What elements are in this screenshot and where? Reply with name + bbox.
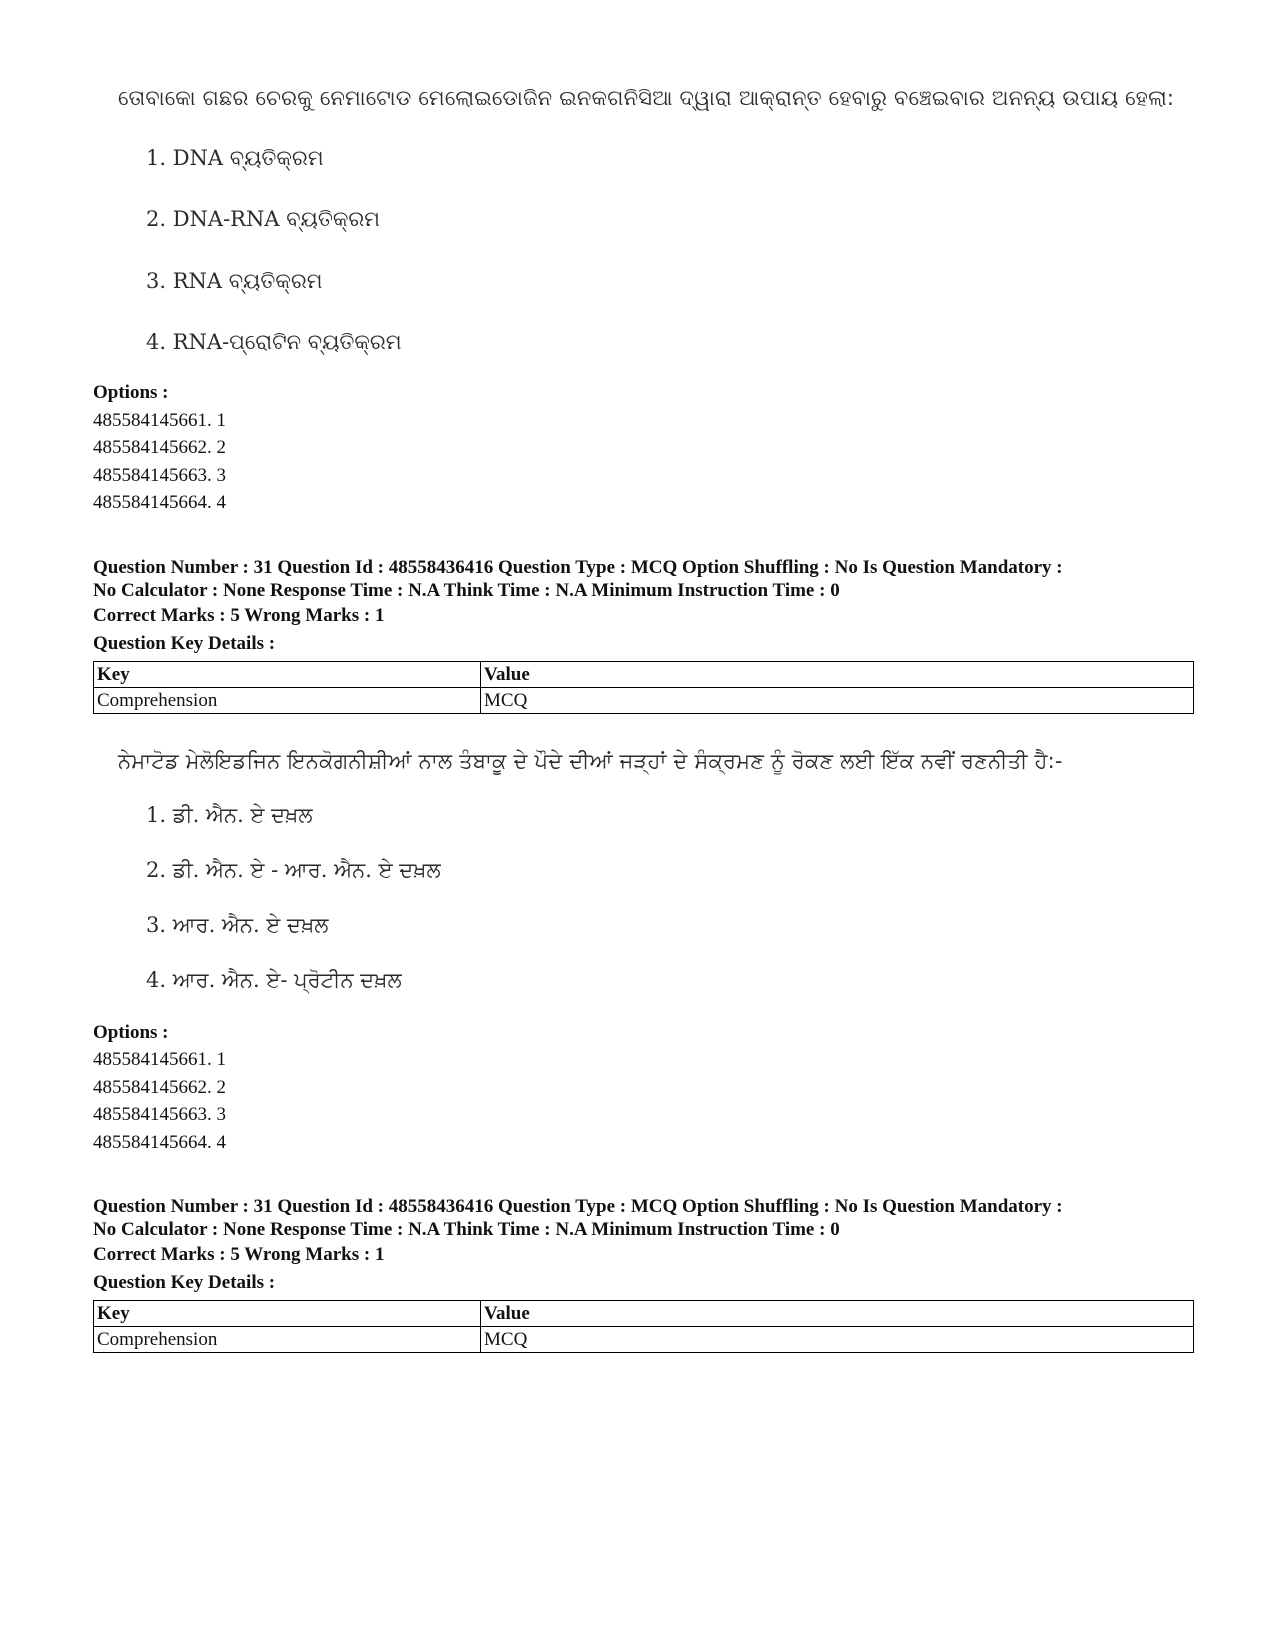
question-meta-line-2: No Calculator : None Response Time : N.A Think Time : N.A Minimum Instruction Time : 0 (93, 1219, 840, 1240)
table-header-key: Key (94, 1301, 481, 1327)
question-item-2: 2. ਡੀ. ਐਨ. ਏ - ਆਰ. ਐਨ. ਏ ਦਖ਼ਲ (146, 858, 441, 882)
option-3: 485584145663. 3 (93, 465, 226, 486)
table-cell-key: Comprehension (94, 1327, 481, 1353)
table-row (94, 688, 1194, 714)
question-meta (93, 1195, 1183, 1241)
table-header-row (94, 662, 1194, 688)
option-2: 485584145662. 2 (93, 437, 226, 458)
table-header-value: Value (481, 1301, 1194, 1327)
marks-line: Correct Marks : 5 Wrong Marks : 1 (93, 605, 385, 626)
question-item-3: 3. ਆਰ. ਐਨ. ਏ ਦਖ਼ਲ (146, 913, 329, 937)
option-3: 485584145663. 3 (93, 1104, 226, 1125)
question-item-4: 4. RNA-ପ୍ରୋଟିନ ବ୍ୟତିକ୍ରମ (146, 330, 402, 354)
question-meta-line-1: Question Number : 31 Question Id : 48558436416 Question Type : MCQ Option Shuffling : No Is Question Mandatory : (93, 557, 1063, 578)
option-4: 485584145664. 4 (93, 1132, 226, 1153)
option-1: 485584145661. 1 (93, 410, 226, 431)
question-text-odia: ତୋବାକୋ ଗଛର ଚେରକୁ ନେମାଟୋଡ ମେଲୋଇଡୋଜିନ ଇନକଗନିସିଆ ଦ୍ୱାରା ଆକ୍ରାନ୍ତ ହେବାରୁ ବଞ୍ଚେଇବାର ଅନନ୍ୟ ଉପାୟ ହେଲା: (118, 86, 1175, 110)
question-item-1: 1. DNA ବ୍ୟତିକ୍ରମ (146, 146, 324, 170)
marks-line: Correct Marks : 5 Wrong Marks : 1 (93, 1244, 385, 1265)
table-cell-key: Comprehension (94, 688, 481, 714)
question-meta (93, 556, 1183, 602)
option-4: 485584145664. 4 (93, 492, 226, 513)
key-details-table (93, 661, 1194, 714)
options-label: Options : (93, 382, 169, 403)
table-header-row (94, 1301, 1194, 1327)
key-details-label: Question Key Details : (93, 633, 276, 654)
table-row (94, 1327, 1194, 1353)
question-meta-line-1: Question Number : 31 Question Id : 48558436416 Question Type : MCQ Option Shuffling : No Is Question Mandatory : (93, 1196, 1063, 1217)
options-label: Options : (93, 1022, 169, 1043)
table-cell-value: MCQ (481, 688, 1194, 714)
option-2: 485584145662. 2 (93, 1077, 226, 1098)
key-details-label: Question Key Details : (93, 1272, 276, 1293)
table-header-value: Value (481, 662, 1194, 688)
question-text-punjabi: ਨੇਮਾਟੋਡ ਮੇਲੋਇਡਜਿਨ ਇਨਕੋਗਨੀਸ਼ੀਆਂ ਨਾਲ ਤੰਬਾਕੂ ਦੇ ਪੌਦੇ ਦੀਆਂ ਜੜ੍ਹਾਂ ਦੇ ਸੰਕ੍ਰਮਣ ਨੂੰ ਰੋਕਣ ਲਈ ਇੱਕ ਨਵੀਂ ਰਣਨੀਤੀ ਹੈ:- (118, 749, 1063, 773)
option-1: 485584145661. 1 (93, 1049, 226, 1070)
table-cell-value: MCQ (481, 1327, 1194, 1353)
table-header-key: Key (94, 662, 481, 688)
question-item-1: 1. ਡੀ. ਐਨ. ਏ ਦਖ਼ਲ (146, 803, 313, 827)
key-details-table (93, 1300, 1194, 1353)
question-item-4: 4. ਆਰ. ਐਨ. ਏ- ਪ੍ਰੋਟੀਨ ਦਖ਼ਲ (146, 968, 402, 992)
question-meta-line-2: No Calculator : None Response Time : N.A Think Time : N.A Minimum Instruction Time : 0 (93, 580, 840, 601)
question-item-2: 2. DNA-RNA ବ୍ୟତିକ୍ରମ (146, 207, 380, 231)
question-item-3: 3. RNA ବ୍ୟତିକ୍ରମ (146, 269, 323, 293)
